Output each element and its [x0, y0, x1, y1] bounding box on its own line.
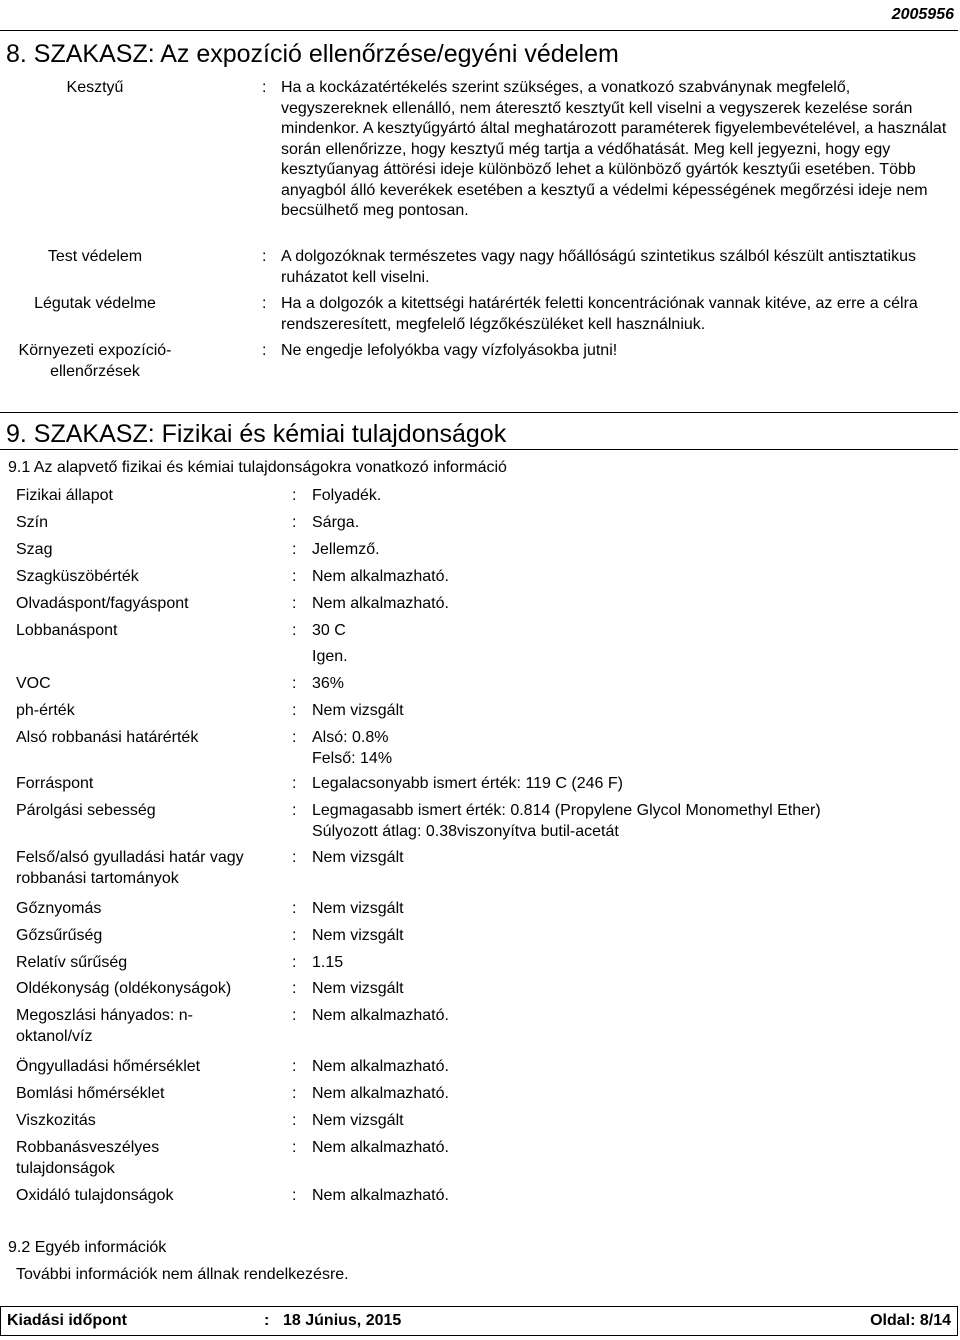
property-label: Alsó robbanási határérték [16, 729, 199, 746]
colon: : [292, 775, 297, 792]
property-value: Nem vizsgált [312, 980, 404, 997]
property-label: Megoszlási hányados: n-oktanol/víz [16, 1007, 193, 1045]
row-label: Légutak védelme [34, 295, 156, 312]
property-label: Forráspont [16, 775, 94, 792]
property-value: Nem vizsgált [312, 1112, 404, 1129]
row-text: Ha a kockázatértékelés szerint szükséges, a vonatkozó szabványnak megfelelő, vegyszereknek ellenálló, nem áteresztő kesztyűt kell viselni a vegyszerek kezelése során mindenkor. A kesztyűgyártó által meghatározott paraméterek figyelembevételével, a használat során ellenőrizze, hogy kesztyű még tartja a védőhatását. Meg kell jegyezni, hogy egy kesztyűanyag áttörési ideje különböző lehet a különböző gyártók kesztyűi esetében. Több anyagból álló keverékek esetében a kesztyű a védelmi képességének megőrzési ideje nem becsülhető meg pontosan. [281, 79, 947, 219]
colon: : [292, 927, 297, 944]
colon: : [292, 622, 297, 639]
colon: : [292, 595, 297, 612]
property-label: Szagküszöbérték [16, 568, 139, 585]
colon: : [292, 1007, 297, 1024]
page-number: Oldal: 8/14 [870, 1312, 951, 1329]
property-value: Alsó: 0.8% Felső: 14% [312, 729, 393, 767]
property-label: Robbanásveszélyes tulajdonságok [16, 1139, 160, 1177]
section8-title: 8. SZAKASZ: Az expozíció ellenőrzése/egyéni védelem [0, 30, 958, 70]
colon: : [292, 1112, 297, 1129]
row-text: A dolgozóknak természetes vagy nagy hőállóságú szintetikus szálból készült antisztatikus ruházatot kell viselni. [281, 248, 917, 286]
colon: : [292, 729, 297, 746]
property-value: Nem alkalmazható. [312, 568, 449, 585]
property-value: Legalacsonyabb ismert érték: 119 C (246 F) [312, 775, 623, 792]
other-info-title: 9.2 Egyéb információk [8, 1239, 167, 1256]
colon: : [292, 900, 297, 917]
property-value: Nem vizsgált [312, 702, 404, 719]
property-value: 30 C Igen. [312, 622, 348, 665]
property-label: Gőzsűrűség [16, 927, 103, 944]
row-text: Ne engedje lefolyókba vagy vízfolyásokba jutni! [281, 342, 618, 359]
row-label: Környezeti expozíció-ellenőrzések [18, 342, 172, 380]
issue-label: Kiadási időpont [7, 1312, 127, 1329]
property-label: Oldékonyság (oldékonyságok) [16, 980, 232, 997]
property-label: Bomlási hőmérséklet [16, 1085, 165, 1102]
property-label: Szín [16, 514, 49, 531]
property-label: VOC [16, 675, 51, 692]
property-label: Felső/alsó gyulladási határ vagy robbanási tartományok [16, 849, 244, 887]
colon: : [292, 1139, 297, 1156]
colon: : [264, 1312, 270, 1329]
colon: : [292, 1085, 297, 1102]
property-value: Legmagasabb ismert érték: 0.814 (Propylene Glycol Monomethyl Ether) Súlyozott átlag: 0.38viszonyítva butil-acetát [312, 802, 821, 840]
colon: : [292, 487, 297, 504]
colon: : [262, 248, 267, 265]
property-value: 36% [312, 675, 345, 692]
other-info-text: További információk nem állnak rendelkezésre. [16, 1266, 349, 1283]
colon: : [292, 568, 297, 585]
colon: : [262, 79, 267, 96]
property-value: 1.15 [312, 954, 344, 971]
property-value: Nem alkalmazható. [312, 1007, 449, 1024]
document-number: 2005956 [891, 6, 954, 23]
property-value: Nem vizsgált [312, 927, 404, 944]
property-value: Nem vizsgált [312, 849, 404, 866]
property-label: Lobbanáspont [16, 622, 118, 639]
colon: : [292, 954, 297, 971]
colon: : [262, 295, 267, 312]
colon: : [292, 980, 297, 997]
colon: : [292, 702, 297, 719]
property-value: Nem vizsgált [312, 900, 404, 917]
row-text: Ha a dolgozók a kitettségi határérték feletti koncentrációnak vannak kitéve, az erre a célra rendszeresített, megfelelő légzőkészüléket kell használniuk. [281, 295, 918, 333]
property-label: Öngyulladási hőmérséklet [16, 1058, 201, 1075]
property-label: Párolgási sebesség [16, 802, 156, 819]
property-label: Olvadáspont/fagyáspont [16, 595, 189, 612]
colon: : [292, 675, 297, 692]
property-value: Folyadék. [312, 487, 382, 504]
colon: : [262, 342, 267, 359]
row-label: Test védelem [47, 248, 143, 265]
property-label: Relatív sűrűség [16, 954, 128, 971]
property-value: Jellemző. [312, 541, 380, 558]
colon: : [292, 1058, 297, 1075]
colon: : [292, 849, 297, 866]
property-label: ph-érték [16, 702, 75, 719]
issue-date: 18 Június, 2015 [283, 1312, 402, 1329]
footer [0, 1306, 958, 1336]
property-label: Gőznyomás [16, 900, 102, 917]
section9-title: 9. SZAKASZ: Fizikai és kémiai tulajdonságok [0, 412, 958, 450]
section9-subtitle: 9.1 Az alapvető fizikai és kémiai tulajdonságokra vonatkozó információ [8, 459, 507, 476]
colon: : [292, 541, 297, 558]
property-value: Sárga. [312, 514, 360, 531]
property-label: Fizikai állapot [16, 487, 113, 504]
property-value: Nem alkalmazható. [312, 1139, 449, 1156]
property-value: Nem alkalmazható. [312, 595, 449, 612]
colon: : [292, 1187, 297, 1204]
property-label: Viszkozitás [16, 1112, 96, 1129]
property-label: Szag [16, 541, 53, 558]
row-label: Kesztyű [66, 79, 124, 96]
colon: : [292, 514, 297, 531]
property-value: Nem alkalmazható. [312, 1085, 449, 1102]
property-label: Oxidáló tulajdonságok [16, 1187, 174, 1204]
colon: : [292, 802, 297, 819]
property-value: Nem alkalmazható. [312, 1058, 449, 1075]
property-value: Nem alkalmazható. [312, 1187, 449, 1204]
